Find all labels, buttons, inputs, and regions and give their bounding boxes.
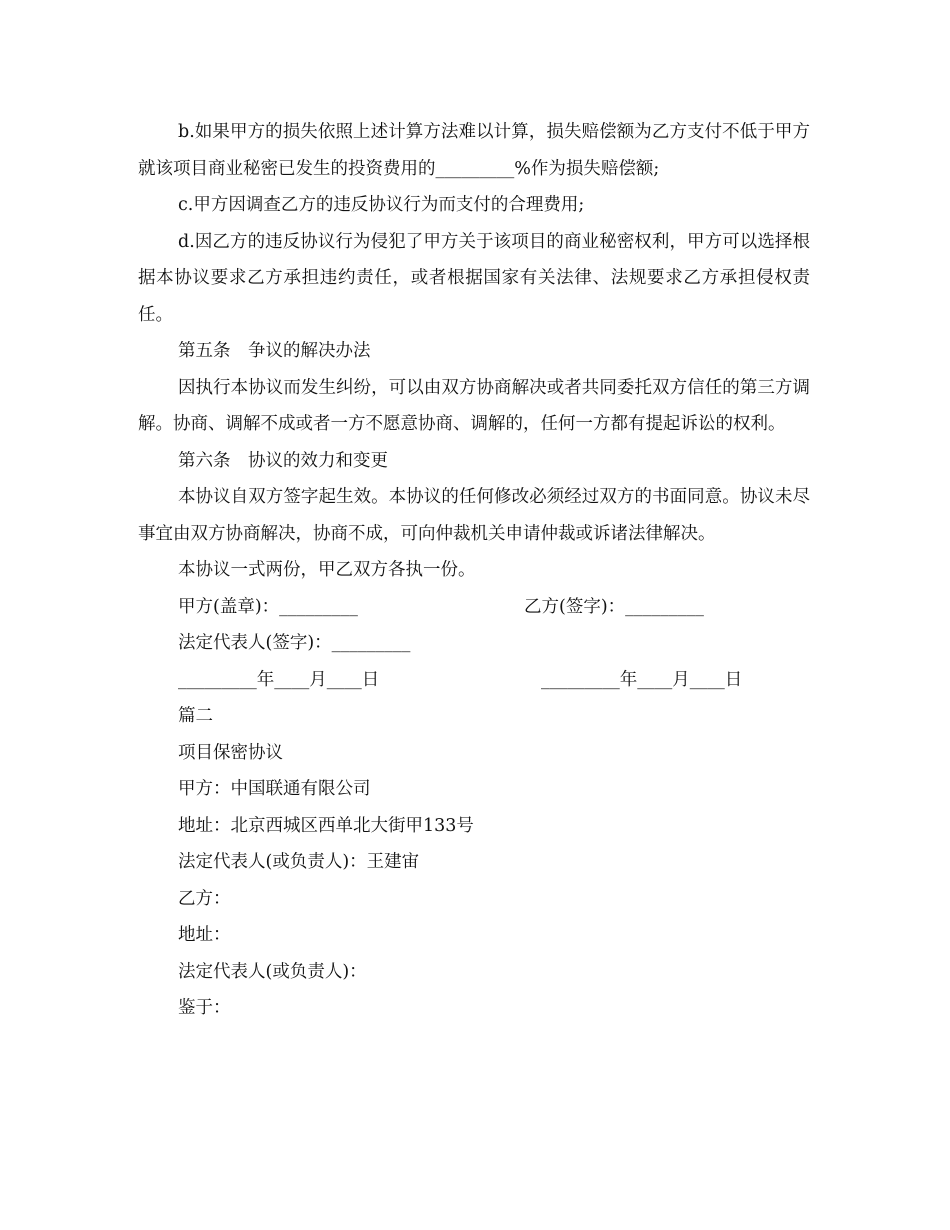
copies-note: 本协议一式两份，甲乙双方各执一份。 [178, 560, 476, 580]
signature-row-dates [138, 662, 810, 699]
party-a-address: 地址：北京西城区西单北大街甲133号 [178, 815, 474, 836]
party-b-address: 地址： [178, 925, 231, 945]
date-field-left: _________年____月____日 [178, 669, 380, 690]
date-field-right: _________年____月____日 [541, 669, 743, 690]
article6-heading: 第六条 协议的效力和变更 [178, 450, 388, 471]
whereas-label: 鉴于： [178, 998, 231, 1018]
legal-rep-sign-field: 法定代表人(签字)：_________ [178, 633, 411, 653]
signature-row-legal-rep [138, 625, 810, 662]
clause-d: d.因乙方的违反协议行为侵犯了甲方关于该项目的商业秘密权利，甲方可以选择根据本协议要求乙方承担违约责任，或者根据国家有关法律、法规要求乙方承担侵权责任。 [138, 231, 810, 325]
article5-body: 因执行本协议而发生纠纷，可以由双方协商解决或者共同委托双方信任的第三方调解。协商、调解不成或者一方不愿意协商、调解的，任何一方都有提起诉讼的权利。 [138, 377, 810, 434]
party-a: 甲方：中国联通有限公司 [178, 779, 371, 799]
section2-label: 篇二 [178, 706, 213, 726]
party-b: 乙方： [178, 888, 231, 909]
document-body [138, 114, 810, 1027]
party-b-sign-field: 乙方(签字)：_________ [524, 596, 704, 617]
signature-row-parties [138, 589, 810, 626]
clause-b: b.如果甲方的损失依照上述计算方法难以计算，损失赔偿额为乙方支付不低于甲方就该项目商业秘密已发生的投资费用的_________%作为损失赔偿额; [138, 122, 810, 179]
clause-c: c.甲方因调查乙方的违反协议行为而支付的合理费用; [178, 195, 585, 215]
party-a-seal-field: 甲方(盖章)：_________ [178, 596, 358, 617]
party-a-rep: 法定代表人(或负责人)：王建宙 [178, 852, 420, 872]
article6-body: 本协议自双方签字起生效。本协议的任何修改必须经过双方的书面同意。协议未尽事宜由双方协商解决，协商不成，可向仲裁机关申请仲裁或诉诸法律解决。 [138, 487, 810, 544]
article5-heading: 第五条 争议的解决办法 [178, 341, 371, 361]
party-b-rep: 法定代表人(或负责人)： [178, 961, 367, 982]
section2-title: 项目保密协议 [178, 742, 283, 763]
